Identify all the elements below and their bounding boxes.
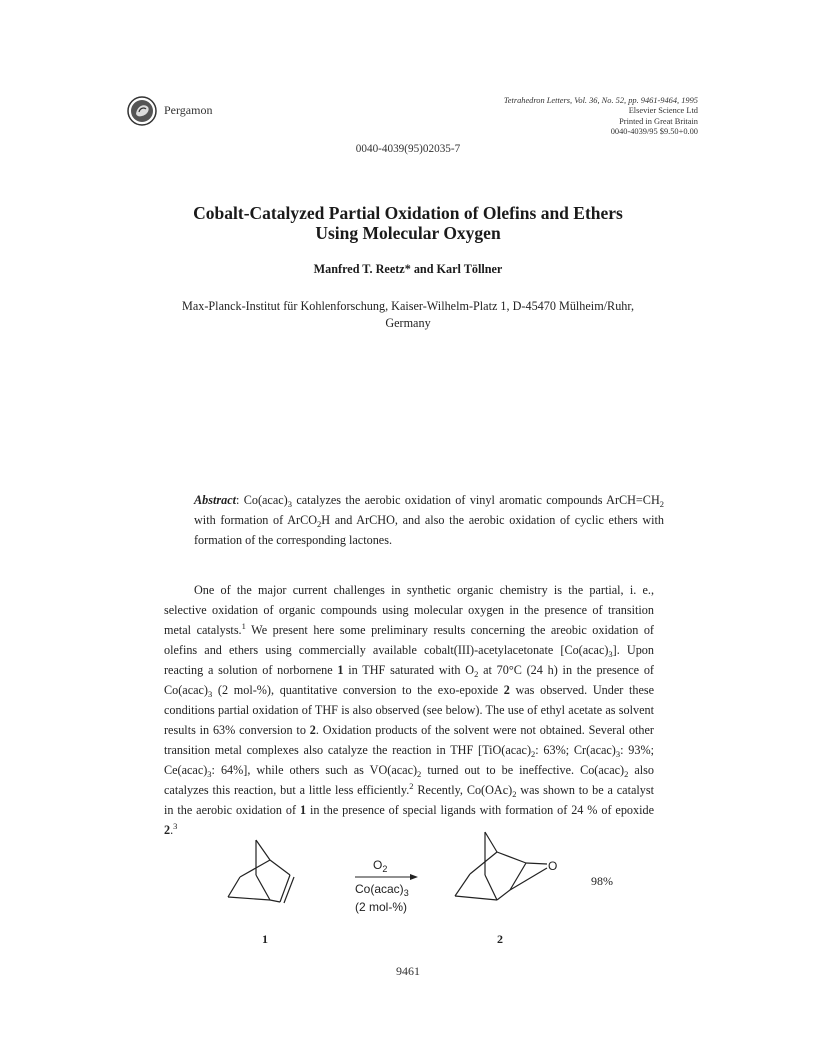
abstract-text: with formation of ArCO: [194, 513, 317, 527]
compound-number: 2: [503, 683, 510, 697]
reference-marker: 1: [241, 621, 246, 631]
compound-number: 2: [309, 723, 316, 737]
body-text-run: in the presence of special ligands with formation of 24 % of epoxide: [306, 803, 654, 817]
body-text-run: Recently, Co(OAc): [413, 783, 513, 797]
subscript: 2: [474, 669, 479, 679]
body-text-run: . Oxidation products of the solvent were not obtained. Several other transition metal complexes also catalyze the reaction in THF [TiO(acac): [164, 723, 654, 757]
pergamon-logo: [127, 96, 157, 126]
subscript: 3: [207, 689, 213, 699]
article-title: [0, 203, 816, 243]
subscript: 2: [512, 789, 517, 799]
body-text-run: One of the major current challenges in synthetic organic chemistry is the partial, i. e., selective oxidation of organic compounds using molecular oxygen in the presence of transition metal catalysts.: [164, 583, 654, 637]
reagent-loading: (2 mol-%): [355, 900, 408, 914]
subscript: 3: [207, 769, 212, 779]
body-text-run: at 70°C (24 h) in the presence of Co(acac): [164, 663, 654, 697]
compound-number: 2: [164, 823, 171, 837]
journal-citation: [504, 96, 698, 137]
body-paragraph: [164, 580, 654, 840]
body-text-run: : 63%; Cr(acac): [535, 743, 616, 757]
yield-label: 98%: [591, 874, 613, 888]
body-text-run: (2 mol-%), quantitative conversion to the exo-epoxide: [212, 683, 504, 697]
subscript: 2: [317, 519, 322, 529]
body-text: [164, 580, 654, 840]
affiliation: [150, 298, 666, 332]
subscript: 3: [608, 649, 613, 659]
body-text-run: in THF saturated with O: [343, 663, 475, 677]
body-text-run: .: [170, 823, 174, 837]
reaction-scheme: [210, 830, 630, 960]
doi: 0040-4039(95)02035-7: [355, 143, 461, 155]
reagent-catalyst: $Co(acac)_3$: [355, 882, 409, 898]
subscript: 3: [287, 499, 292, 509]
compound-number: 1: [299, 803, 307, 817]
arrowhead-icon: [410, 874, 418, 880]
reference-marker: 3: [173, 821, 178, 831]
body-text-run: : 64%], while others such as VO(acac): [211, 763, 418, 777]
body-text-run: ]. Upon reacting a solution of norbornene: [164, 643, 654, 677]
body-text-run: turned out to be ineffective. Co(acac): [421, 763, 625, 777]
abstract-text: catalyzes the aerobic oxidation of vinyl aromatic compounds ArCH=CH: [291, 493, 660, 507]
subscript: 2: [659, 499, 664, 509]
subscript: 2: [417, 769, 422, 779]
body-text-run: We present here some preliminary results concerning the areobic oxidation of olefins and ethers using commercially available cobalt(III)-acetylacetonate [Co(acac): [164, 623, 654, 657]
compound-label-2: 2: [497, 932, 503, 946]
title-line-1: Cobalt-Catalyzed Partial Oxidation of Olefins and Ethers: [193, 203, 623, 223]
journal-line-1: Tetrahedron Letters, Vol. 36, No. 52, pp. 9461-9464, 1995: [503, 96, 698, 105]
authors: Manfred T. Reetz* and Karl Töllner: [313, 262, 503, 276]
journal-line-4: 0040-4039/95 $9.50+0.00: [610, 126, 698, 136]
abstract: [194, 490, 664, 550]
subscript: 2: [624, 769, 629, 779]
body-text-run: also catalyzes this reaction, but a little less efficiently.: [164, 763, 654, 797]
abstract-text: : Co(acac): [235, 493, 288, 507]
affiliation-line-2: Germany: [385, 316, 431, 330]
body-text-run: was shown to be a catalyst in the aerobic oxidation of: [164, 783, 654, 817]
title-line-2: Using Molecular Oxygen: [315, 223, 501, 243]
body-text-run: was observed. Under these conditions partial oxidation of THF is also observed (see below). The use of ethyl acetate as solvent results in 63% conversion to: [164, 683, 654, 737]
reagent-oxygen: $O_2$: [373, 858, 388, 874]
compound-number: 1: [337, 663, 344, 677]
journal-line-2: Elsevier Science Ltd: [628, 106, 698, 116]
abstract-text: H and ArCHO, and also the aerobic oxidation of cyclic ethers with formation of the corresponding lactones.: [194, 513, 664, 547]
compound-label-1: 1: [262, 932, 268, 946]
abstract-label: Abstract: [194, 493, 236, 507]
epoxide-oxygen-label: O: [548, 859, 558, 873]
epoxide-structure: [455, 832, 547, 900]
affiliation-line-1: Max-Planck-Institut für Kohlenforschung, Kaiser-Wilhelm-Platz 1, D-45470 Mülheim/Ruhr,: [182, 299, 634, 313]
subscript: 2: [531, 749, 536, 759]
publisher-name: Pergamon: [164, 103, 213, 117]
journal-line-3: Printed in Great Britain: [619, 116, 698, 126]
page-number: 9461: [396, 964, 420, 978]
norbornene-structure: [228, 840, 294, 903]
subscript: 3: [615, 749, 621, 759]
body-text-run: : 93%; Ce(acac): [164, 743, 654, 777]
reference-marker: 2: [409, 781, 414, 791]
